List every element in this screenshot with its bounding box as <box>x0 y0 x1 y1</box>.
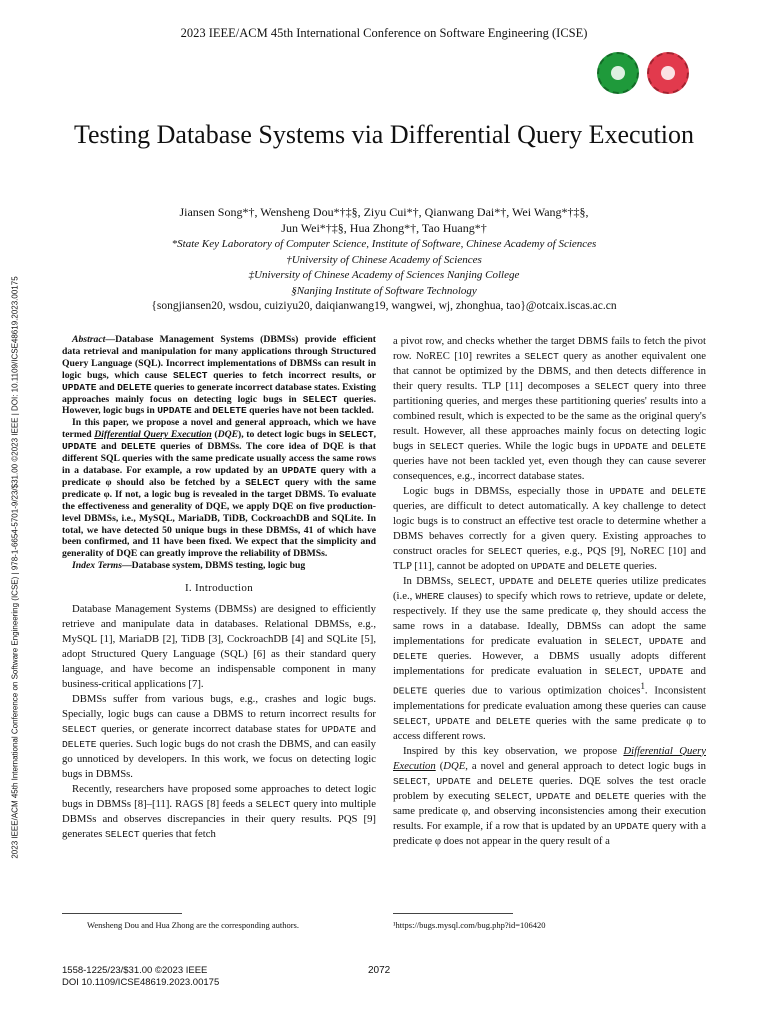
index-terms: Index Terms—Database system, DBMS testing, logic bug <box>72 560 306 572</box>
authors-line-1: Jiansen Song*†, Wensheng Dou*†‡§, Ziyu Cui*†, Qianwang Dai*†, Wei Wang*†‡§, <box>179 205 589 219</box>
affiliation-1: *State Key Laboratory of Computer Science, Institute of Software, Chinese Academy of Sciences <box>171 238 597 250</box>
paper-title: Testing Database Systems via Differential Query Execution <box>73 120 695 149</box>
issn-block <box>62 965 219 989</box>
artifact-badge-green-icon <box>597 52 639 94</box>
intro-paragraph-3: Recently, researchers have proposed some approaches to detect logic bugs in DBMSs [8]–[11]. RAGS [8] feeds a SELECT query into multiple DBMSs and observes discrepancies in their query results. PQS [9] generates SELECT queries that fetch <box>62 783 376 841</box>
left-column <box>62 334 376 842</box>
artifact-badge-red-icon <box>647 52 689 94</box>
abstract-paragraph-2: In this paper, we propose a novel and general approach, which we have termed Differential Query Execution (DQE), to detect logic bugs in SELECT, UPDATE and DELETE queries of DBMSs. The core idea of DQE is that different SQL queries with the same predicate usually access the same rows in a database. For example, a row updated by an UPDATE query with a predicate φ should also be fetched by a SELECT query with the same predicate φ. If not, a logic bug is revealed in the target DBMS. To evaluate the effectiveness and generality of DQE, we apply DQE on five production-level DBMSs, i.e., MySQL, MariaDB, TiDB, CockroachDB and SQLite. In total, we have detected 50 unique bugs in these DBMSs, 41 of which have been confirmed, and 11 have been fixed. We expect that the simplicity and generality of DQE can greatly improve the reliability of DBMSs. <box>62 417 376 560</box>
doi-line: DOI 10.1109/ICSE48619.2023.00175 <box>62 977 220 988</box>
author-list <box>90 204 678 236</box>
intro-paragraph-6: Inspired by this key observation, we propose Differential Query Execution (DQE, a novel and general approach to detect logic bugs in SELECT, UPDATE and DELETE queries. DQE solves the test oracle problem by executing SELECT, UPDATE and DELETE queries with the same predicate φ, and observing inconsistencies among their execution results. For example, if a row that is updated by an UPDATE query with a predicate φ does not appear in the query result of a <box>393 744 707 847</box>
affiliation-2: †University of Chinese Academy of Sciences <box>286 253 482 266</box>
intro-paragraph-2: DBMSs suffer from various bugs, e.g., crashes and logic bugs. Specially, logic bugs can cause a DBMS to return incorrect results for SELECT queries, or generate incorrect database states for UPDATE and DELETE queries. Such logic bugs do not crash the DBMS, and can easily go unnoticed by developers. In this work, we focus on detecting logic bugs in DBMSs. <box>62 693 376 781</box>
footnote-bug-link: ¹https://bugs.mysql.com/bug.php?id=106420 <box>393 913 513 930</box>
affiliation-4: §Nanjing Institute of Software Technology <box>291 284 477 297</box>
abstract <box>62 334 376 572</box>
authors-line-2: Jun Wei*†‡§, Hua Zhong*†, Tao Huang*† <box>281 221 487 235</box>
right-column <box>393 334 706 849</box>
page-number: 2072 <box>368 965 391 976</box>
issn-line: 1558-1225/23/$31.00 ©2023 IEEE <box>62 965 208 976</box>
intro-paragraph-5: In DBMSs, SELECT, UPDATE and DELETE queries utilize predicates (i.e., WHERE clauses) to specify which rows to retrieve, update or delete, respectively. If they use the same predicate φ, they should access the same rows in a database. Ideally, DBMSs can adopt the same implementations for predicate evaluation in SELECT, UPDATE and DELETE queries. However, a DBMS usually adopts different implementations for predicate evaluation in SELECT, UPDATE and DELETE queries due to various optimization choices$^1$. Inconsistent implementations for predicate evaluation among these queries can cause SELECT, UPDATE and DELETE queries with the same predicate φ to access different rows. <box>393 575 707 742</box>
affiliation-3: ‡University of Chinese Academy of Sciences Nanjing College <box>248 269 520 281</box>
footnote-marker: 1 <box>640 681 645 691</box>
footnote-corresponding-authors: Wensheng Dou and Hua Zhong are the corresponding authors. <box>62 913 182 930</box>
side-doi-strip: 2023 IEEE/ACM 45th International Conference on Software Engineering (ICSE) | 978-1-6654-5701-9/23/$31.00 ©2023 IEEE | DOI: 10.1109/ICSE48619.2023.00175 <box>10 276 20 859</box>
intro-paragraph-4: Logic bugs in DBMSs, especially those in UPDATE and DELETE queries, are difficult to detect automatically. A key challenge to detect logic bugs is to construct an effective test oracle to determine whether a DBMS behaves correctly for a given query. Existing approaches to construct oracles for SELECT queries, e.g., PQS [9], NoREC [10] and TLP [11], cannot be adopted on UPDATE and DELETE queries. <box>393 485 706 572</box>
intro-paragraph-3-cont: a pivot row, and checks whether the target DBMS fails to fetch the pivot row. NoREC [10] rewrites a SELECT query as another equivalent one that cannot be optimized by the DBMS, and then detects difference in their query results. TLP [11] decomposes a SELECT query into three partitioning queries, and merges these partitioning queries' results into a combined result, which is expected to be the same as the original query's result. However, all these approaches mainly focus on detecting logic bugs in SELECT queries. While the logic bugs in UPDATE and DELETE queries have not been tackled yet, even though they can cause severer consequences, e.g., incorrect database states. <box>393 335 707 482</box>
conference-header: 2023 IEEE/ACM 45th International Conference on Software Engineering (ICSE) <box>180 26 588 40</box>
author-emails: {songjiansen20, wsdou, cuiziyu20, daiqianwang19, wangwei, wj, zhonghua, tao}@otcaix.iscas.ac.cn <box>151 300 617 312</box>
abstract-paragraph-1: Abstract—Database Management Systems (DBMSs) provide efficient data retrieval and manipulation for many applications through Structured Query Language (SQL). Incorrect implementations of DBMSs can result in logic bugs, which cause SELECT queries to fetch incorrect results, or UPDATE and DELETE queries to generate incorrect database states. Existing approaches mainly focus on detecting logic bugs in SELECT queries. However, logic bugs in UPDATE and DELETE queries have not been tackled. <box>62 334 377 417</box>
intro-paragraph-1: Database Management Systems (DBMSs) are designed to efficiently retrieve and manipulate data in databases. Relational DBMSs, e.g., MySQL [1], MariaDB [2], TiDB [3], CockroachDB [4] and SQLite [5], adopt Structured Query Language (SQL) [6] as their standard query language, and have become an indispensable component in many business-critical applications [7]. <box>62 603 376 691</box>
affiliations <box>90 237 678 315</box>
section-heading-introduction: I. Introduction <box>184 582 254 595</box>
